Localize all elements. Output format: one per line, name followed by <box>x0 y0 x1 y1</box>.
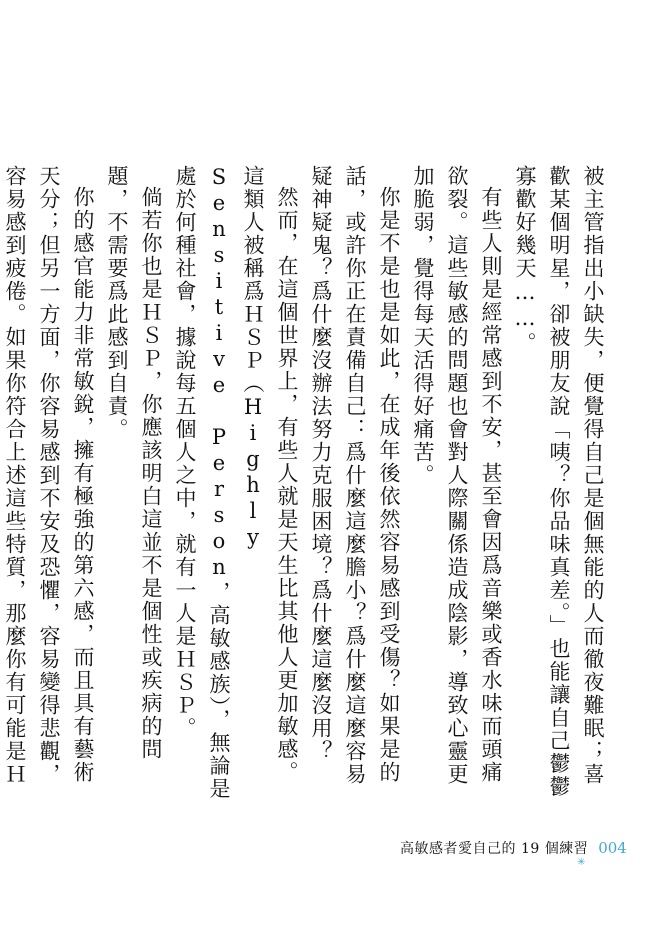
page-number: 004 <box>598 839 627 857</box>
running-footer-title: 高敏感者愛自己的 19 個練習 <box>400 841 589 857</box>
paragraph-5: 倘若你也是ＨＳＰ，你應該明白這並不是個性或疾病的問題，不需要爲此感到自責。 <box>105 165 163 761</box>
paragraph-4: 然而，在這個世界上，有些人就是天生比其他人更加敏感。這類人被稱爲ＨＳＰ（Highly Sensitive Person，高敏感族），無論是處於何種社會，據說每五個人之中，就有一人是ＨＳＰ。 <box>173 165 299 801</box>
paragraph-6: 你的感官能力非常敏銳，擁有極強的第六感，而且具有藝術天分；但另一方面，你容易感到不安及恐懼，容易變得悲觀，容易感到疲倦。如果你符合上述這些特質，那麼你有可能是Ｈ <box>3 165 95 786</box>
vertical-text-body <box>3 165 610 805</box>
paragraph-2: 有些人則是經常感到不安，甚至會因爲音樂或香水味而頭痛欲裂。這些敏感的問題也會對人際關係造成陰影，導致心靈更加脆弱，覺得每天活得好痛苦。 <box>411 165 503 786</box>
flower-ornament-icon: ✳ <box>577 857 586 868</box>
page-footer <box>400 838 627 858</box>
paragraph-1: 被主管指出小缺失，便覺得自己是個無能的人而徹夜難眠；喜歡某個明星，卻被朋友說「咦？你品味真差。」也能讓自己鬱鬱寡歡好幾天……。 <box>513 165 605 799</box>
paragraph-3: 你是不是也是如此，在成年後依然容易感到受傷？如果是的話，或許你正在責備自己：爲什麼這麼膽小？爲什麼這麼容易疑神疑鬼？爲什麼沒辦法努力克服困境？爲什麼這麼沒用？ <box>309 165 401 786</box>
